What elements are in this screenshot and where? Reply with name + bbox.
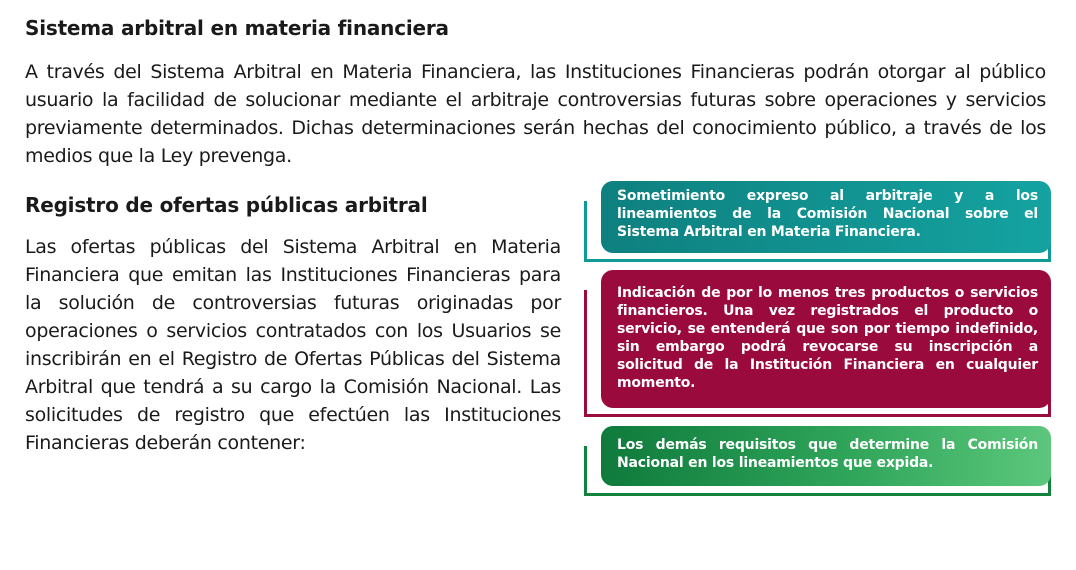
section-title-public-offers-registry: Registro de ofertas públicas arbitral (25, 193, 428, 217)
requirement-item-2 (584, 270, 1051, 417)
requirement-card: Indicación de por lo menos tres productos o servicios financieros. Una vez registrados el producto o servicio, se entenderá que son por tiempo indefinido, sin embargo podrá revocarse su inscripción a solicitud de la Institución Financiera en cualquier momento. (601, 270, 1051, 408)
intro-paragraph: A través del Sistema Arbitral en Materia Financiera, las Instituciones Financieras podrán otorgar al público usuario la facilidad de solucionar mediante el arbitraje controversias futuras sobre operaciones y servicios previamente determinados. Dichas determinaciones serán hechas del conocimiento público, a través de los medios que la Ley prevenga. (25, 61, 1046, 167)
requirement-card: Sometimiento expreso al arbitraje y a los lineamientos de la Comisión Nacional sobre el Sistema Arbitral en Materia Financiera. (601, 181, 1051, 253)
registry-paragraph: Las ofertas públicas del Sistema Arbitral en Materia Financiera que emitan las Instituciones Financieras para la solución de controversias futuras originadas por operaciones o servicios contratados con los Usuarios se inscribirán en el Registro de Ofertas Públicas del Sistema Arbitral que tendrá a su cargo la Comisión Nacional. Las solicitudes de registro que efectúen las Instituciones Financieras deberán contener: (25, 236, 561, 454)
section-title-arbitral-system: Sistema arbitral en materia financiera (25, 16, 449, 40)
requirement-item-1 (584, 181, 1051, 262)
requirement-item-3 (584, 426, 1051, 496)
requirement-card: Los demás requisitos que determine la Comisión Nacional en los lineamientos que expida. (601, 426, 1051, 486)
